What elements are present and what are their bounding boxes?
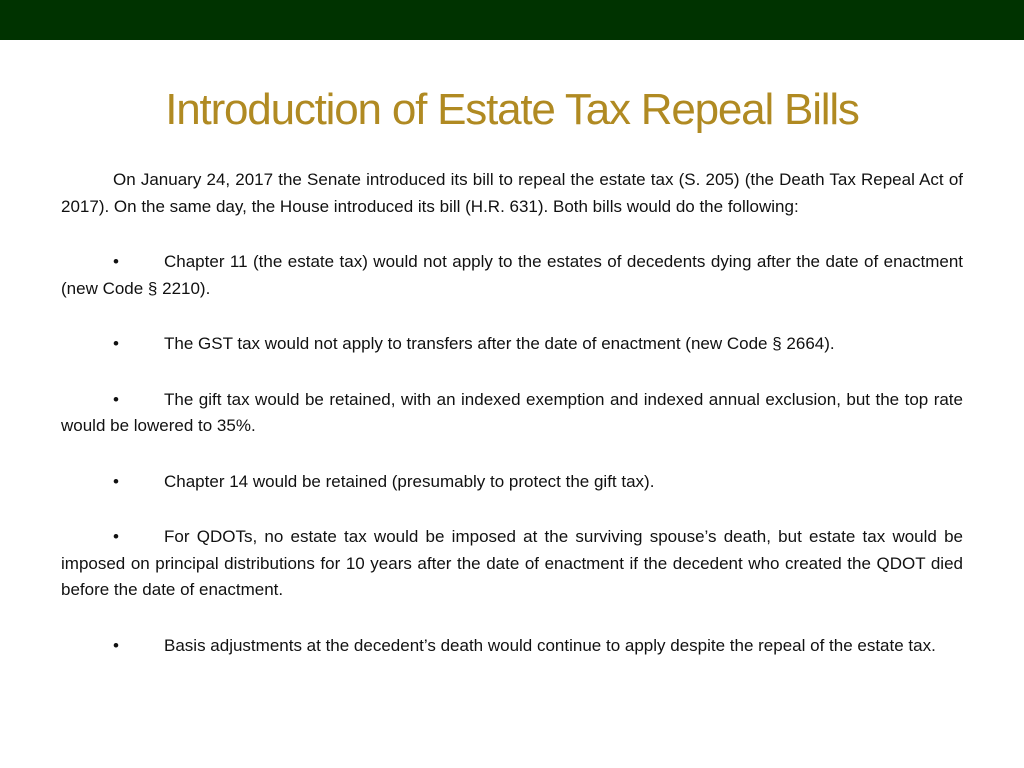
bullet-symbol: •: [113, 334, 119, 353]
bullet-item: [61, 249, 963, 302]
bullet-item: [61, 331, 963, 358]
bullet-text: Basis adjustments at the decedent’s death would continue to apply despite the repeal of the estate tax.: [164, 635, 936, 655]
intro-paragraph: On January 24, 2017 the Senate introduced its bill to repeal the estate tax (S. 205) (the Death Tax Repeal Act of 2017). On the same day, the House introduced its bill (H.R. 631). Both bills would do the following:: [61, 170, 963, 216]
bullet-text: Chapter 14 would be retained (presumably to protect the gift tax).: [164, 471, 655, 491]
bullet-symbol: •: [113, 252, 119, 271]
bullet-text: The gift tax would be retained, with an indexed exemption and indexed annual exclusion, but the top rate would be lowered to 35%.: [61, 389, 963, 435]
bullet-symbol: •: [113, 527, 119, 546]
top-banner-bar: [0, 0, 1024, 40]
bullet-symbol: •: [113, 471, 119, 491]
bullet-symbol: •: [113, 389, 119, 409]
bullet-item: [61, 387, 963, 440]
slide-title: Introduction of Estate Tax Repeal Bills: [165, 85, 859, 134]
bullet-item: [61, 524, 963, 604]
slide-body: [61, 167, 963, 659]
bullet-text: The GST tax would not apply to transfers after the date of enactment (new Code § 2664).: [164, 334, 835, 353]
bullet-symbol: •: [113, 635, 119, 655]
bullet-item: [61, 469, 963, 496]
bullet-text: For QDOTs, no estate tax would be imposed at the surviving spouse’s death, but estate tax would be imposed on principal distributions for 10 years after the date of enactment if the decedent who created the QDOT died before the date of enactment.: [61, 527, 963, 599]
bullet-item: [61, 633, 963, 660]
bullet-text: Chapter 11 (the estate tax) would not apply to the estates of decedents dying after the date of enactment (new Code § 2210).: [61, 252, 963, 298]
